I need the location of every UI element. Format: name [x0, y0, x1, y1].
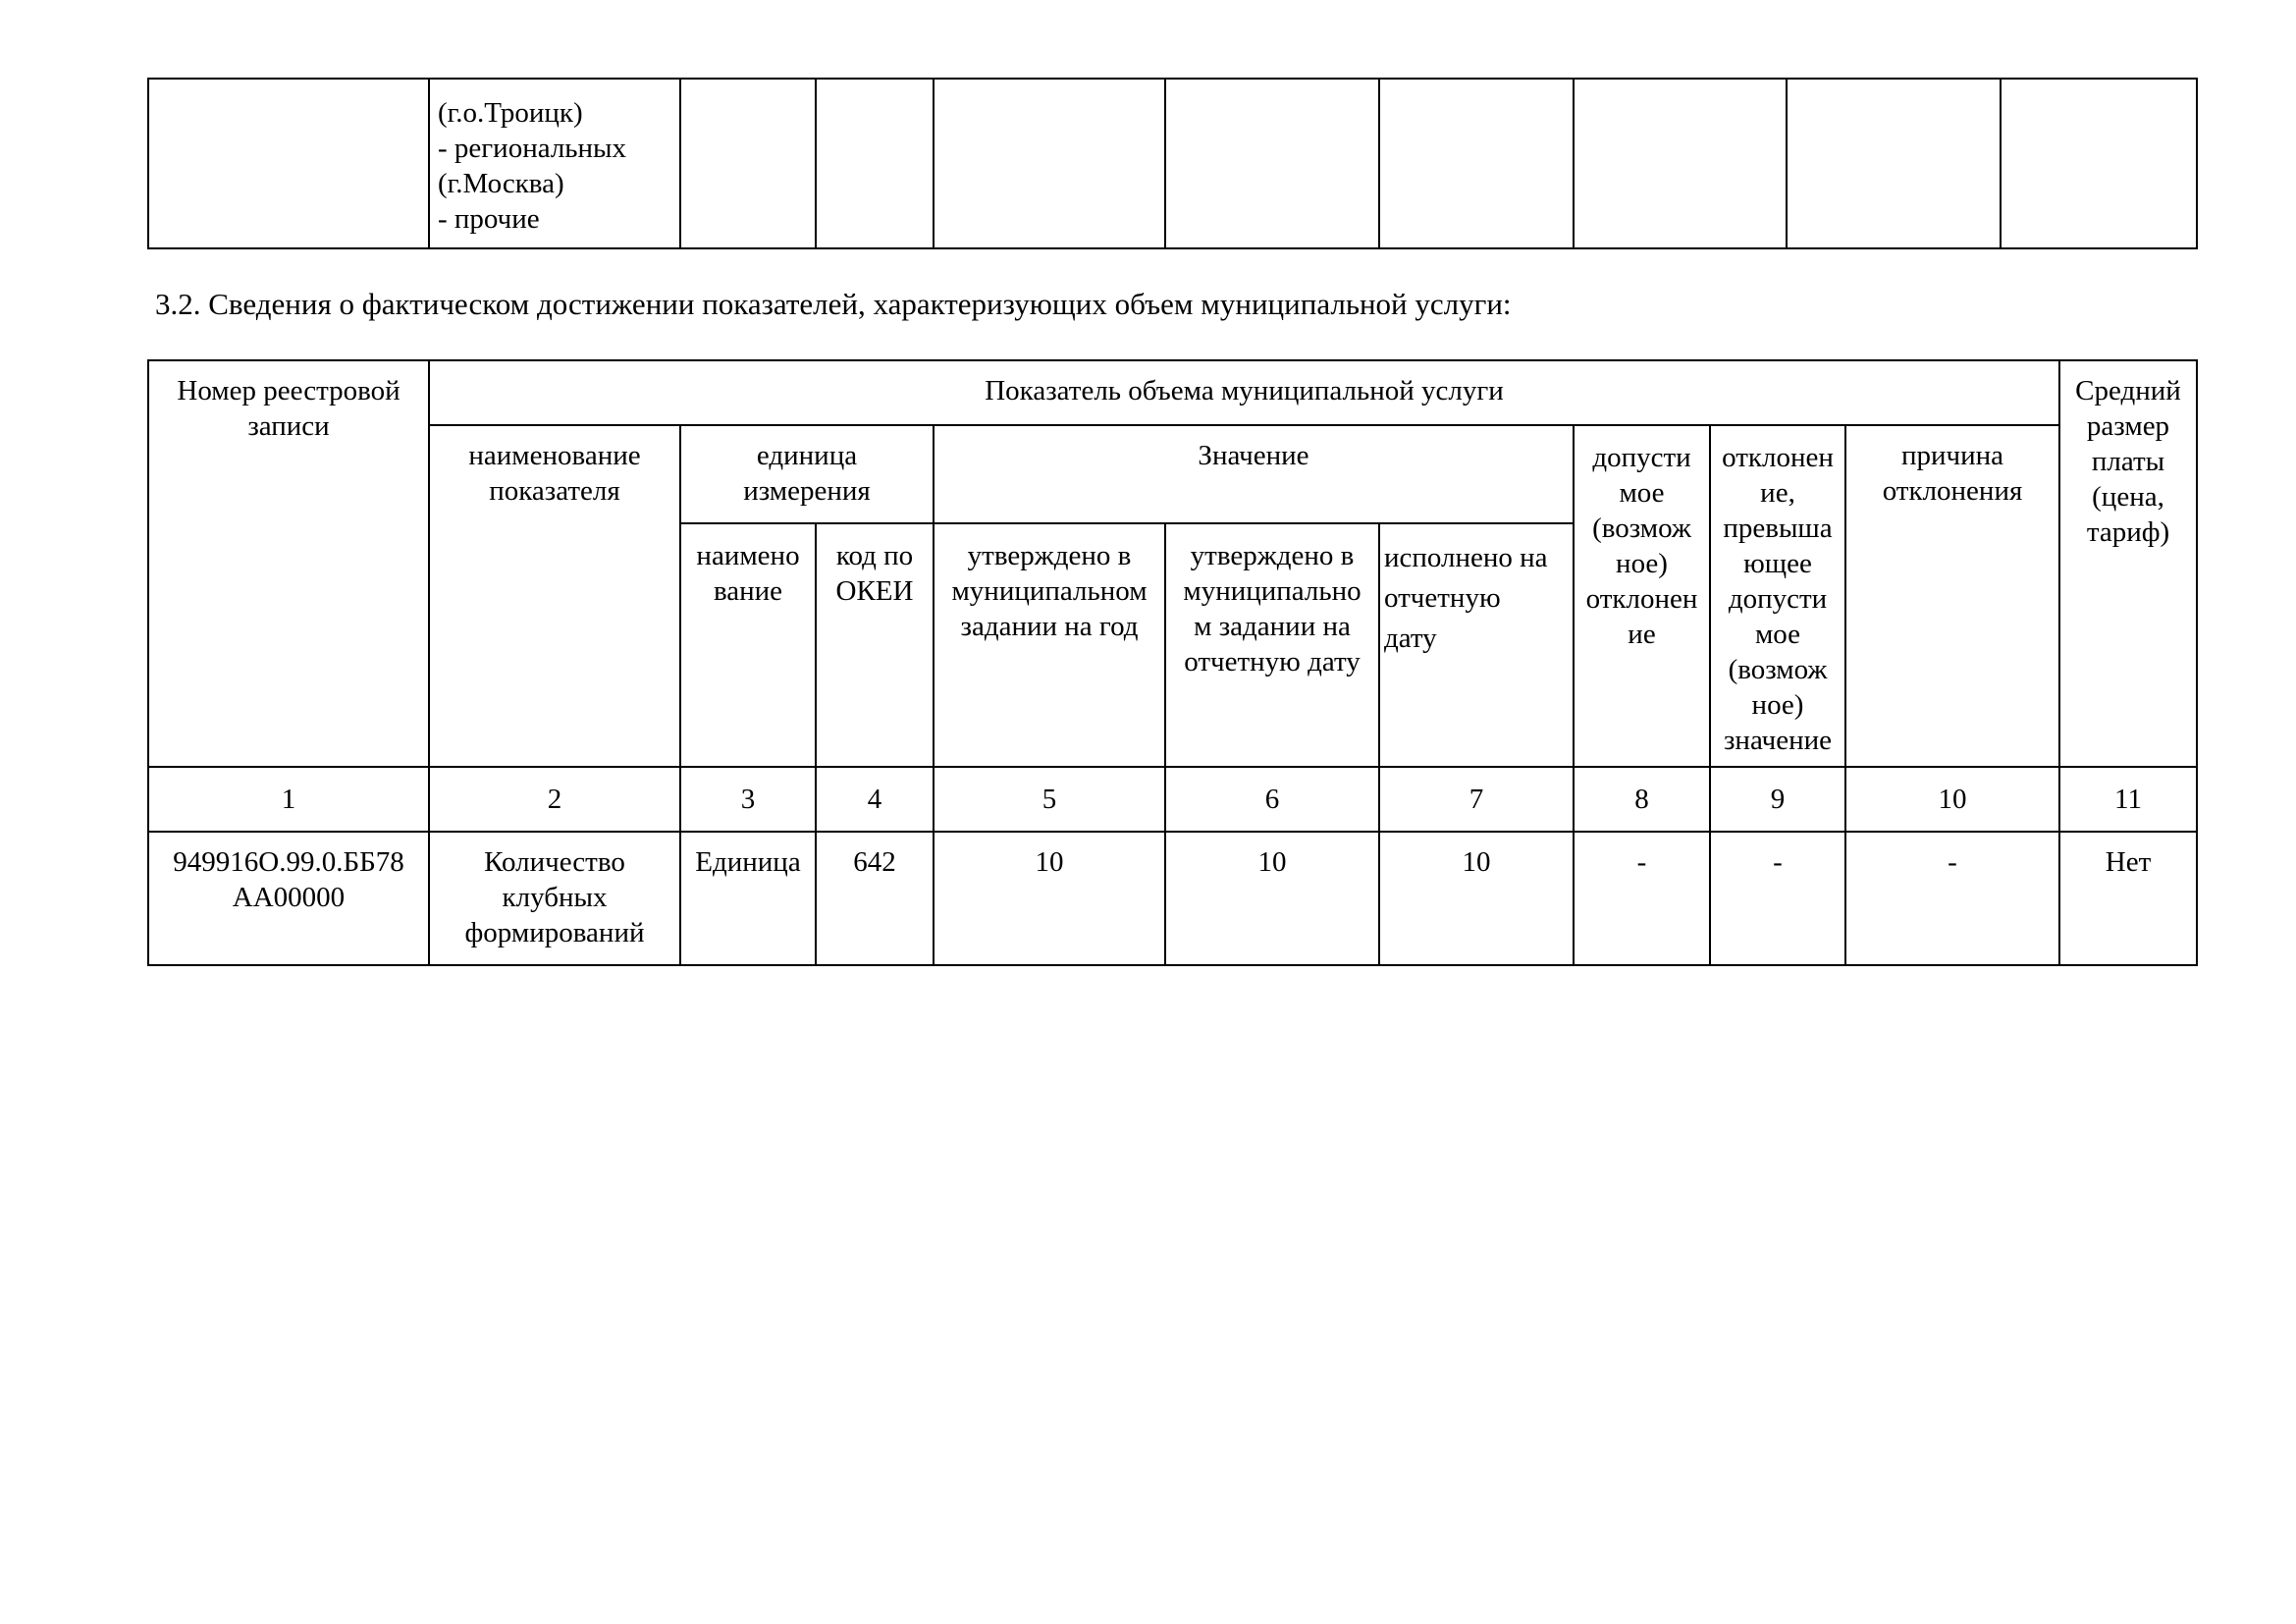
header-okei-code: код по ОКЕИ [816, 523, 934, 767]
cell-unit-name: Единица [680, 832, 816, 965]
cell-excess-deviation: - [1710, 832, 1845, 965]
cell-deviation-reason: - [1845, 832, 2059, 965]
column-number: 11 [2059, 767, 2197, 832]
header-excess-deviation: отклонен ие, превыша ющее допусти мое (возмож ное) значение [1710, 425, 1845, 767]
header-row-2 [148, 425, 2197, 523]
continuation-cell-8 [1574, 79, 1787, 248]
column-number: 3 [680, 767, 816, 832]
continuation-table [147, 78, 2198, 249]
header-executed-date: исполнено на отчетную дату [1379, 523, 1574, 767]
column-number: 8 [1574, 767, 1710, 832]
continuation-cell-5 [934, 79, 1165, 248]
continuation-cell-4 [816, 79, 934, 248]
header-average-fee: Средний размер платы (цена, тариф) [2059, 360, 2197, 767]
cell-approved-year: 10 [934, 832, 1165, 965]
continuation-list-cell [429, 79, 680, 248]
volume-indicators-table [147, 359, 2198, 966]
column-number: 2 [429, 767, 680, 832]
column-number: 1 [148, 767, 429, 832]
cell-registry-number: 949916О.99.0.ББ78 АА00000 [148, 832, 429, 965]
cell-okei-code: 642 [816, 832, 934, 965]
list-line: - региональных [438, 133, 627, 164]
continuation-cell-1 [148, 79, 429, 248]
continuation-cell-7 [1379, 79, 1574, 248]
continuation-cell-6 [1165, 79, 1379, 248]
continuation-cell-9 [1787, 79, 2001, 248]
table-row [148, 832, 2197, 965]
header-value: Значение [934, 425, 1574, 523]
header-unit-name: наимено вание [680, 523, 816, 767]
column-number: 10 [1845, 767, 2059, 832]
header-unit: единица измерения [680, 425, 934, 523]
column-numbers-row [148, 767, 2197, 832]
cell-executed-date: 10 [1379, 832, 1574, 965]
header-approved-year: утверждено в муниципальном задании на год [934, 523, 1165, 767]
header-volume-indicator: Показатель объема муниципальной услуги [429, 360, 2059, 425]
continuation-row [148, 79, 2197, 248]
header-deviation-reason: причина отклонения [1845, 425, 2059, 767]
list-line: - прочие [438, 203, 540, 235]
continuation-cell-10 [2001, 79, 2197, 248]
continuation-cell-3 [680, 79, 816, 248]
header-allowed-deviation: допусти мое (возмож ное) отклонен ие [1574, 425, 1710, 767]
cell-allowed-deviation: - [1574, 832, 1710, 965]
cell-indicator-name: Количество клубных формирований [429, 832, 680, 965]
column-number: 4 [816, 767, 934, 832]
cell-approved-date: 10 [1165, 832, 1379, 965]
column-number: 5 [934, 767, 1165, 832]
header-row-1 [148, 360, 2197, 425]
column-number: 6 [1165, 767, 1379, 832]
cell-average-fee: Нет [2059, 832, 2197, 965]
column-number: 7 [1379, 767, 1574, 832]
header-approved-date: утверждено в муниципально м задании на отчетную дату [1165, 523, 1379, 767]
header-registry-number: Номер реестровой записи [148, 360, 429, 767]
section-heading: 3.2. Сведения о фактическом достижении показателей, характеризующих объем муниципальной услуги: [155, 287, 1512, 321]
header-indicator-name: наименование показателя [429, 425, 680, 767]
list-line: (г.о.Троицк) [438, 97, 583, 129]
column-number: 9 [1710, 767, 1845, 832]
list-line: (г.Москва) [438, 168, 564, 199]
